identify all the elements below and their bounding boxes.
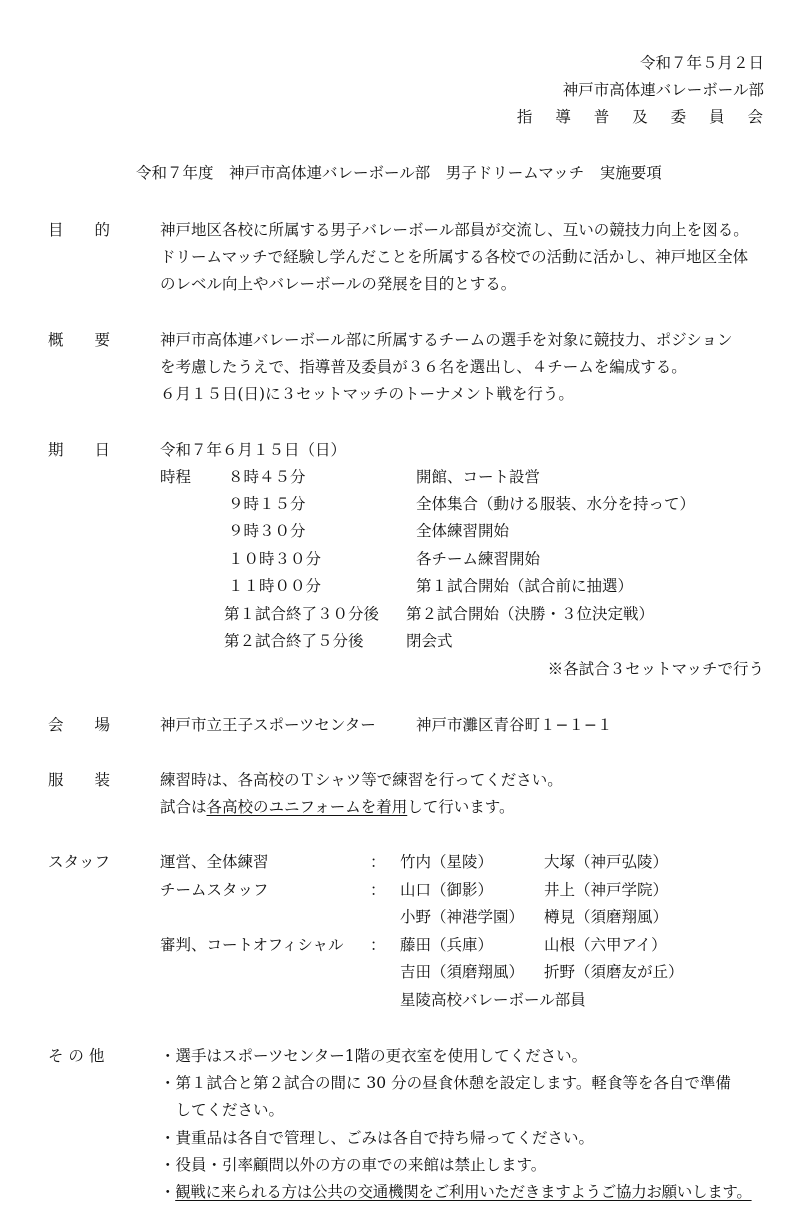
staff-role: チームスタッフ <box>160 881 269 899</box>
staff-label: スタッフ <box>48 853 111 871</box>
staff-name: 竹内（星陵） <box>400 853 494 871</box>
schedule-event: 全体集合（動ける服装、水分を持って） <box>416 495 696 513</box>
attire-match-uniform: 各高校のユニフォームを着用 <box>206 798 408 816</box>
schedule-time: 第２試合終了５分後 <box>224 632 364 650</box>
other-item: ・役員・引率顧問以外の方の車での来館は禁止します。 <box>160 1156 547 1174</box>
staff-colon: ： <box>370 936 386 954</box>
attire-match-pre: 試合は <box>160 798 207 816</box>
overview-line: 神戸市高体連バレーボール部に所属するチームの選手を対象に競技力、ポジション <box>160 331 733 349</box>
staff-name: 藤田（兵庫） <box>400 936 494 954</box>
attire-match <box>160 797 515 817</box>
schedule-label: 時程 <box>160 468 192 486</box>
schedule-event: 開館、コート設営 <box>416 468 541 486</box>
staff-name: 山口（御影） <box>400 881 494 899</box>
schedule-time: １１時００分 <box>228 577 322 595</box>
document-title: 令和７年度 神戸市高体連バレーボール部 男子ドリームマッチ 実施要項 <box>136 164 662 182</box>
venue-name: 神戸市立王子スポーツセンター <box>160 716 376 734</box>
overview-line: ６月１５日(日)に３セットマッチのトーナメント戦を行う。 <box>160 385 574 403</box>
issuing-organization: 神戸市高体連バレーボール部 <box>562 81 764 99</box>
bullet: ・ <box>160 1183 176 1201</box>
staff-name: 星陵高校バレーボール部員 <box>400 991 586 1009</box>
purpose-line: のレベル向上やバレーボールの発展を目的とする。 <box>160 275 517 293</box>
schedule-time: ８時４５分 <box>228 468 306 486</box>
staff-colon: ： <box>370 853 386 871</box>
other-item: してください。 <box>160 1101 285 1119</box>
staff-name: 樽見（須磨翔風） <box>544 908 669 926</box>
purpose-label: 目 的 <box>48 221 111 239</box>
schedule-time: １０時３０分 <box>228 550 322 568</box>
purpose-line: 神戸地区各校に所属する男子バレーボール部員が交流し、互いの競技力向上を図る。 <box>160 221 749 239</box>
staff-colon: ： <box>370 881 386 899</box>
overview-line: を考慮したうえで、指導普及委員が３６名を選出し、４チームを編成する。 <box>160 358 687 376</box>
other-label: そ の 他 <box>48 1047 105 1065</box>
venue-address: 神戸市灘区青谷町１−１−１ <box>416 716 613 734</box>
schedule-event: 各チーム練習開始 <box>416 550 541 568</box>
date-label: 期 日 <box>48 441 111 459</box>
attire-label: 服 装 <box>48 771 111 789</box>
schedule-event: 第１試合開始（試合前に抽選） <box>416 577 634 595</box>
schedule-event: 第２試合開始（決勝・３位決定戦） <box>406 605 655 623</box>
attire-match-post: して行います。 <box>407 798 515 816</box>
staff-name: 小野（神港学園） <box>400 908 525 926</box>
staff-name: 山根（六甲アイ） <box>544 936 667 954</box>
overview-label: 概 要 <box>48 331 111 349</box>
other-item-public-transport <box>160 1182 752 1202</box>
staff-name: 折野（須磨友が丘） <box>544 963 684 981</box>
event-date: 令和７年６月１５日（日） <box>160 441 347 459</box>
schedule-time: 第１試合終了３０分後 <box>224 605 380 623</box>
issuing-committee: 指 導 普 及 委 員 会 <box>516 108 772 126</box>
other-item: ・第１試合と第２試合の間に 30 分の昼食休憩を設定します。軽食等を各自で準備 <box>160 1074 731 1092</box>
public-transport-notice: 観戦に来られる方は公共の交通機関をご利用いただきますようご協力お願いします。 <box>175 1183 752 1201</box>
other-item: ・選手はスポーツセンター1階の更衣室を使用してください。 <box>160 1047 588 1065</box>
schedule-time: ９時１５分 <box>228 495 306 513</box>
staff-role: 審判、コートオフィシャル <box>160 936 344 954</box>
attire-practice: 練習時は、各高校のＴシャツ等で練習を行ってください。 <box>160 771 563 789</box>
issue-date: 令和７年５月２日 <box>639 54 764 72</box>
staff-name: 井上（神戸学院） <box>544 881 669 899</box>
other-item: ・貴重品は各自で管理し、ごみは各自で持ち帰ってください。 <box>160 1129 595 1147</box>
schedule-time: ９時３０分 <box>228 522 306 540</box>
staff-role: 運営、全体練習 <box>160 853 269 871</box>
staff-name: 大塚（神戸弘陵） <box>544 853 669 871</box>
purpose-line: ドリームマッチで経験し学んだことを所属する各校での活動に活かし、神戸地区全体 <box>160 248 749 266</box>
schedule-note: ※各試合３セットマッチで行う <box>547 660 764 678</box>
venue-label: 会 場 <box>48 716 111 734</box>
staff-name: 吉田（須磨翔風） <box>400 963 525 981</box>
schedule-event: 全体練習開始 <box>416 522 510 540</box>
schedule-event: 閉会式 <box>406 632 453 650</box>
